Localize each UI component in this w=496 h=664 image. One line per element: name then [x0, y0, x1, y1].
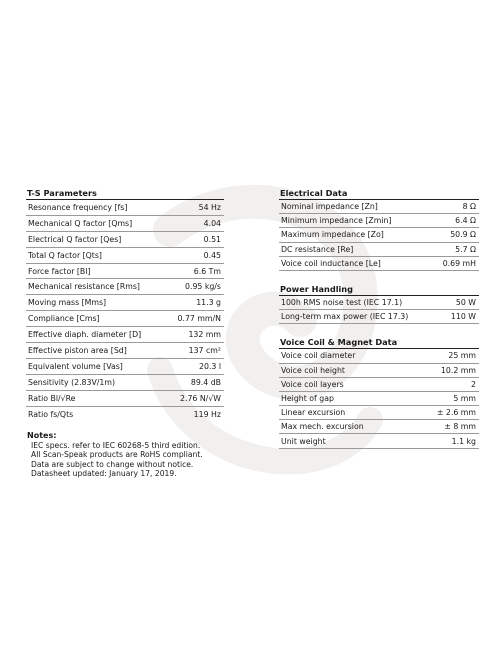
row-label: Height of gap [281, 393, 334, 403]
row-value: 11.3 g [196, 298, 221, 308]
table-row [26, 295, 224, 311]
electrical-data-table [279, 200, 479, 271]
row-value: ± 2.6 mm [436, 408, 476, 418]
table-row [279, 296, 479, 310]
notes-block [26, 431, 224, 478]
row-label: Voice coil inductance [Le] [281, 258, 381, 268]
row-label: Voice coil height [281, 365, 345, 375]
notes-line: Datasheet updated: January 17, 2019. [31, 469, 177, 479]
power-handling-title: Power Handling [279, 283, 479, 296]
row-value: 137 cm² [188, 345, 221, 355]
row-label: Total Q factor [Qts] [28, 250, 102, 260]
electrical-data-title: Electrical Data [279, 187, 479, 200]
table-row [279, 310, 479, 324]
table-row [279, 420, 479, 434]
row-value: 5.7 Ω [455, 244, 476, 254]
row-label: Effective piston area [Sd] [28, 345, 127, 355]
left-column [26, 187, 224, 479]
row-label: Voice coil layers [281, 379, 344, 389]
row-value: 0.69 mH [442, 258, 476, 268]
row-value: 1.1 kg [451, 436, 476, 446]
row-value: 6.4 Ω [455, 216, 476, 226]
row-label: Electrical Q factor [Qes] [28, 234, 122, 244]
table-row [26, 375, 224, 391]
row-value: 10.2 mm [440, 365, 476, 375]
row-label: Nominal impedance [Zn] [281, 202, 378, 212]
row-value: ± 8 mm [444, 422, 476, 432]
notes-line: Data are subject to change without notice. [31, 459, 194, 469]
row-value: 2.76 N/√W [180, 393, 221, 403]
table-row [279, 378, 479, 392]
row-value: 2 [471, 379, 476, 389]
ts-parameters-table [26, 200, 224, 422]
row-value: 119 Hz [193, 410, 221, 420]
ts-parameters-title: T-S Parameters [26, 187, 224, 200]
row-value: 8 Ω [462, 202, 476, 212]
row-label: Compliance [Cms] [28, 314, 100, 324]
row-label: Moving mass [Mms] [28, 298, 107, 308]
table-row [279, 228, 479, 242]
table-row [279, 434, 479, 448]
table-row [26, 311, 224, 327]
row-label: 100h RMS noise test (IEC 17.1) [281, 298, 403, 308]
row-label: Maximum impedance [Zo] [281, 230, 384, 240]
row-value: 25 mm [448, 351, 476, 361]
notes-line: All Scan-Speak products are RoHS compliant. [31, 450, 203, 460]
row-value: 6.6 Tm [193, 266, 221, 276]
table-row [26, 359, 224, 375]
table-row [279, 364, 479, 378]
table-row [26, 216, 224, 232]
row-label: Ratio Bl/√Re [28, 393, 76, 403]
table-row [26, 391, 224, 407]
table-row [26, 248, 224, 264]
table-row [279, 214, 479, 228]
row-label: Minimum impedance [Zmin] [281, 216, 392, 226]
row-value: 0.45 [203, 250, 221, 260]
row-label: Linear excursion [281, 408, 346, 418]
row-label: Force factor [Bl] [28, 266, 91, 276]
table-row [26, 279, 224, 295]
table-row [26, 343, 224, 359]
row-value: 89.4 dB [190, 377, 221, 387]
notes-line: IEC specs. refer to IEC 60268-5 third edition. [31, 440, 201, 450]
row-label: Mechanical Q factor [Qms] [28, 218, 133, 228]
right-column [279, 187, 479, 449]
table-row [279, 349, 479, 363]
row-label: Ratio fs/Qts [28, 410, 74, 420]
table-row [279, 200, 479, 214]
row-value: 0.95 kg/s [185, 282, 221, 292]
row-value: 132 mm [188, 330, 221, 340]
voice-coil-magnet-title: Voice Coil & Magnet Data [279, 336, 479, 349]
row-label: Sensitivity (2.83V/1m) [28, 377, 116, 387]
table-row [26, 264, 224, 280]
row-value: 5 mm [453, 393, 476, 403]
table-row [26, 200, 224, 216]
notes-title: Notes: [27, 431, 57, 441]
row-value: 50.9 Ω [450, 230, 476, 240]
table-row [26, 232, 224, 248]
table-row [279, 392, 479, 406]
row-value: 0.77 mm/N [177, 314, 221, 324]
row-label: Long-term max power (IEC 17.3) [281, 312, 409, 322]
row-label: Effective diaph. diameter [D] [28, 330, 142, 340]
table-row [279, 243, 479, 257]
row-value: 50 W [455, 298, 476, 308]
table-row [279, 257, 479, 271]
table-row [26, 327, 224, 343]
row-label: DC resistance [Re] [281, 244, 354, 254]
row-label: Mechanical resistance [Rms] [28, 282, 140, 292]
voice-coil-magnet-table [279, 349, 479, 448]
table-row [26, 407, 224, 423]
row-label: Max mech. excursion [281, 422, 364, 432]
row-label: Equivalent volume [Vas] [28, 361, 123, 371]
row-value: 54 Hz [198, 202, 221, 212]
power-handling-table [279, 296, 479, 324]
row-value: 4.04 [203, 218, 221, 228]
row-label: Voice coil diameter [281, 351, 356, 361]
row-label: Unit weight [281, 436, 326, 446]
row-value: 0.51 [203, 234, 221, 244]
table-row [279, 406, 479, 420]
row-value: 20.3 l [198, 361, 221, 371]
row-value: 110 W [450, 312, 476, 322]
row-label: Resonance frequency [fs] [28, 202, 128, 212]
